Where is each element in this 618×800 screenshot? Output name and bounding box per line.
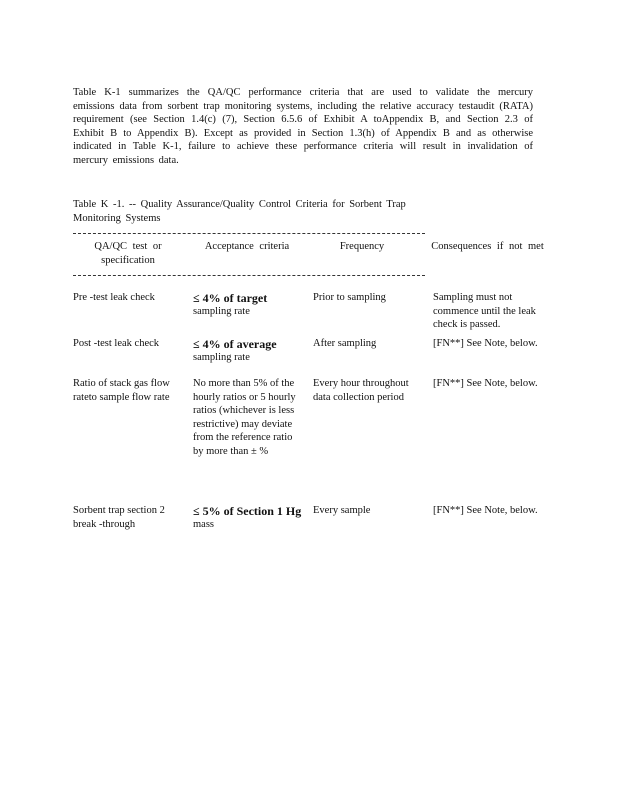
row-acceptance-criteria	[193, 504, 303, 532]
criteria-sub: sampling rate	[193, 352, 250, 363]
criteria-main: ≤ 4% of average	[193, 337, 277, 351]
row-test-name: Pre -test leak check	[73, 292, 155, 303]
criteria-sub: No more than 5% of the hourly ratios or 5 hourly ratios (whichever is less restrictive) may deviate from the reference ratio by more than ± %	[193, 378, 296, 457]
criteria-sub: sampling rate	[193, 306, 250, 317]
row-test-name: Ratio of stack gas flow rateto sample flow rate	[73, 378, 170, 403]
row-acceptance-criteria	[193, 291, 303, 319]
row-frequency: After sampling	[313, 338, 377, 349]
row-acceptance-criteria	[193, 337, 303, 365]
criteria-main: ≤ 4% of target	[193, 291, 268, 305]
header-qaqc-test: QA/QC test or specification	[94, 241, 162, 266]
row-frequency: Every sample	[313, 505, 371, 516]
criteria-main: ≤ 5% of Section 1 Hg	[193, 504, 302, 518]
table-caption: Table K -1. -- Quality Assurance/Quality Control Criteria for Sorbent Trap Monitoring Systems	[73, 199, 406, 224]
intro-paragraph: Table K-1 summarizes the QA/QC performance criteria that are used to validate the mercury emissions data from sorbent trap monitoring systems, including the relative accuracy testaudit (RATA) requirement (see Section 1.4(c) (7), Section 6.5.6 of Exhibit A toAppendix B, and Section 2.3 of Exhibit B to Appendix B). Except as provided in Section 1.3(h) of Appendix B and as otherwise indicated in Table K-1, failure to achieve these performance criteria will result in invalidation of mercury emissions data.	[73, 87, 533, 166]
table-top-rule	[73, 233, 425, 234]
row-consequence: Sampling must not commence until the leak check is passed.	[433, 292, 536, 330]
row-consequence: [FN**] See Note, below.	[433, 378, 538, 389]
row-test-name: Sorbent trap section 2 break -through	[73, 505, 165, 530]
row-consequence: [FN**] See Note, below.	[433, 338, 538, 349]
header-acceptance-criteria: Acceptance criteria	[204, 241, 290, 252]
row-frequency: Every hour throughout data collection period	[313, 378, 409, 403]
row-frequency: Prior to sampling	[313, 292, 386, 303]
row-consequence: [FN**] See Note, below.	[433, 505, 538, 516]
criteria-sub: mass	[193, 519, 214, 530]
header-consequences: Consequences if not met	[431, 241, 544, 252]
row-test-name: Post -test leak check	[73, 338, 160, 349]
row-acceptance-criteria	[193, 377, 303, 458]
header-bottom-rule	[73, 275, 425, 276]
header-frequency: Frequency	[339, 241, 385, 252]
